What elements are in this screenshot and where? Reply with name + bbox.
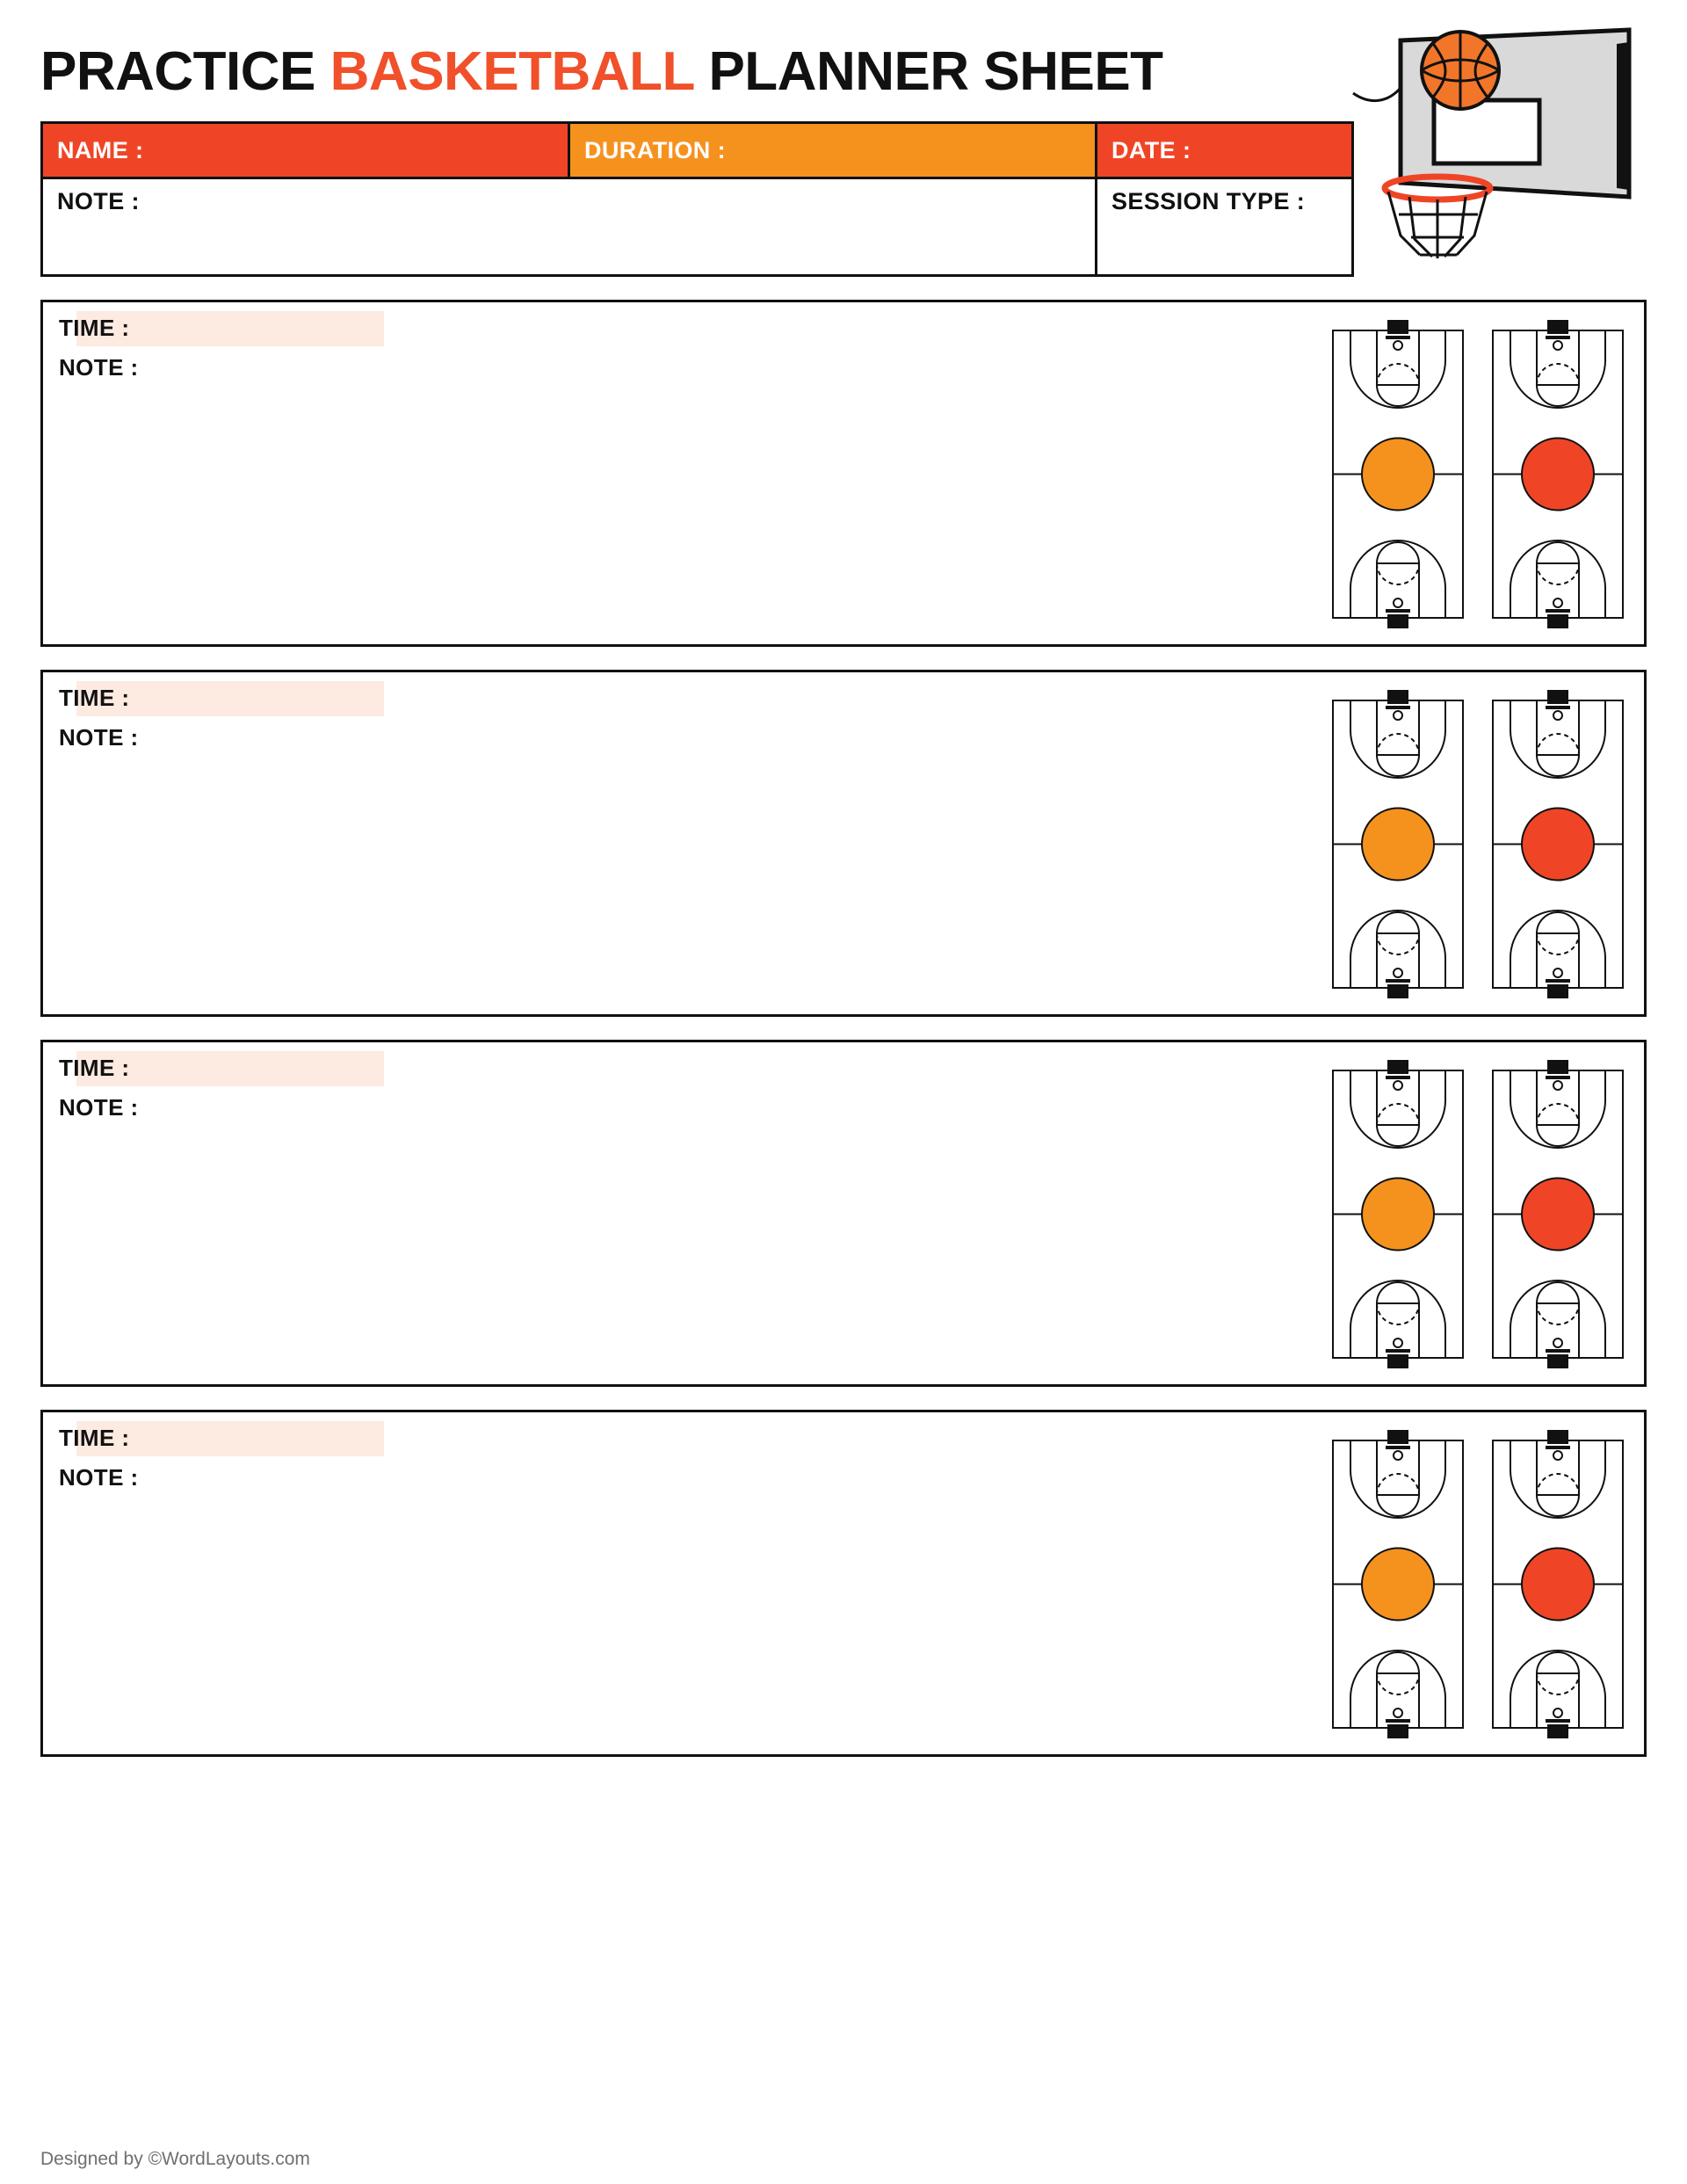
info-table: [40, 121, 1354, 277]
basketball-court-diagram: [1488, 318, 1628, 630]
court-left[interactable]: [1328, 1058, 1468, 1370]
court-diagrams: [1328, 318, 1628, 630]
block-note-label: NOTE :: [59, 724, 139, 751]
court-right[interactable]: [1488, 1058, 1628, 1370]
court-left[interactable]: [1328, 1428, 1468, 1740]
court-right[interactable]: [1488, 318, 1628, 630]
info-table-top-row: [43, 124, 1351, 177]
note-label: NOTE :: [57, 188, 140, 214]
field-duration[interactable]: [570, 124, 1097, 177]
field-date[interactable]: [1097, 124, 1351, 177]
footer-credit: Designed by ©WordLayouts.com: [40, 2149, 310, 2169]
practice-block-2[interactable]: [40, 670, 1647, 1017]
basketball-court-diagram: [1328, 1058, 1468, 1370]
block-note-label: NOTE :: [59, 1464, 139, 1491]
block-note-label: NOTE :: [59, 354, 139, 381]
title-part-2: PLANNER SHEET: [693, 41, 1163, 102]
block-time-label: TIME :: [59, 1425, 130, 1451]
duration-label: DURATION :: [584, 136, 726, 163]
court-diagrams: [1328, 688, 1628, 1000]
field-note[interactable]: [43, 179, 1097, 274]
basketball-court-diagram: [1488, 1058, 1628, 1370]
session-type-label: SESSION TYPE :: [1111, 188, 1306, 214]
basketball-court-diagram: [1488, 1428, 1628, 1740]
block-time-label: TIME :: [59, 1055, 130, 1081]
court-diagrams: [1328, 1428, 1628, 1740]
court-left[interactable]: [1328, 688, 1468, 1000]
basketball-court-diagram: [1328, 688, 1468, 1000]
date-label: DATE :: [1111, 136, 1191, 163]
title-accent: BASKETBALL: [329, 41, 694, 102]
basketball-court-diagram: [1488, 688, 1628, 1000]
practice-block-3[interactable]: [40, 1040, 1647, 1387]
info-table-bottom-row: [43, 177, 1351, 274]
court-right[interactable]: [1488, 1428, 1628, 1740]
court-right[interactable]: [1488, 688, 1628, 1000]
practice-block-1[interactable]: [40, 300, 1647, 647]
block-time-label: TIME :: [59, 315, 130, 341]
field-session-type[interactable]: [1097, 179, 1351, 274]
basketball-court-diagram: [1328, 1428, 1468, 1740]
block-labels: [43, 672, 139, 751]
practice-block-4[interactable]: [40, 1410, 1647, 1757]
court-left[interactable]: [1328, 318, 1468, 630]
practice-blocks: [40, 300, 1647, 1757]
basketball-hoop-icon: [1365, 25, 1647, 306]
block-labels: [43, 302, 139, 381]
title-part-1: PRACTICE: [40, 41, 330, 102]
block-labels: [43, 1412, 139, 1491]
basketball-court-diagram: [1328, 318, 1468, 630]
name-label: NAME :: [57, 136, 144, 163]
court-diagrams: [1328, 1058, 1628, 1370]
block-time-label: TIME :: [59, 685, 130, 711]
field-name[interactable]: [43, 124, 570, 177]
block-note-label: NOTE :: [59, 1094, 139, 1121]
block-labels: [43, 1042, 139, 1121]
